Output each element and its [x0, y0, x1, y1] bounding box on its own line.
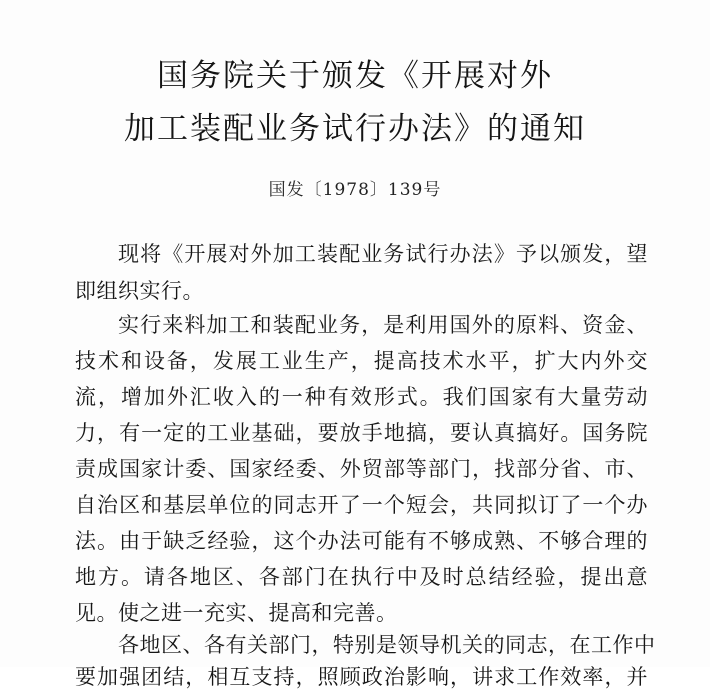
paragraph-1-line-2: 即组织实行。	[75, 279, 204, 303]
document-title-line-1: 国务院关于颁发《开展对外	[157, 58, 553, 94]
paragraph-2-line-3: 流，增加外汇收入的一种有效形式。我们国家有大量劳动	[75, 385, 648, 409]
paragraph-2-line-1: 实行来料加工和装配业务，是利用国外的原料、资金、	[118, 313, 648, 337]
paragraph-2-line-8: 地方。请各地区、各部门在执行中及时总结经验，提出意	[75, 565, 648, 589]
paragraph-3-line-2: 要加强团结，相互支持，照顾政治影响，讲求工作效率，并	[75, 665, 648, 689]
paragraph-1-line-1: 现将《开展对外加工装配业务试行办法》予以颁发，望	[118, 242, 648, 266]
paragraph-2-line-7: 法。由于缺乏经验，这个办法可能有不够成熟、不够合理的	[75, 529, 648, 553]
paragraph-2-line-6: 自治区和基层单位的同志开了一个短会，共同拟订了一个办	[75, 493, 648, 517]
document-title-line-2: 加工装配业务试行办法》的通知	[124, 111, 586, 147]
paragraph-2-line-2: 技术和设备，发展工业生产，提高技术水平，扩大内外交	[75, 349, 648, 373]
paragraph-3-line-1: 各地区、各有关部门，特别是领导机关的同志，在工作中	[118, 633, 656, 657]
paragraph-2-line-9: 见。使之进一充实、提高和完善。	[75, 601, 398, 625]
paragraph-2-line-5: 责成国家计委、国家经委、外贸部等部门，找部分省、市、	[75, 457, 648, 481]
paragraph-2-line-4: 力，有一定的工业基础，要放手地搞，要认真搞好。国务院	[75, 421, 648, 445]
document-number: 国发〔1978〕139号	[268, 180, 442, 200]
